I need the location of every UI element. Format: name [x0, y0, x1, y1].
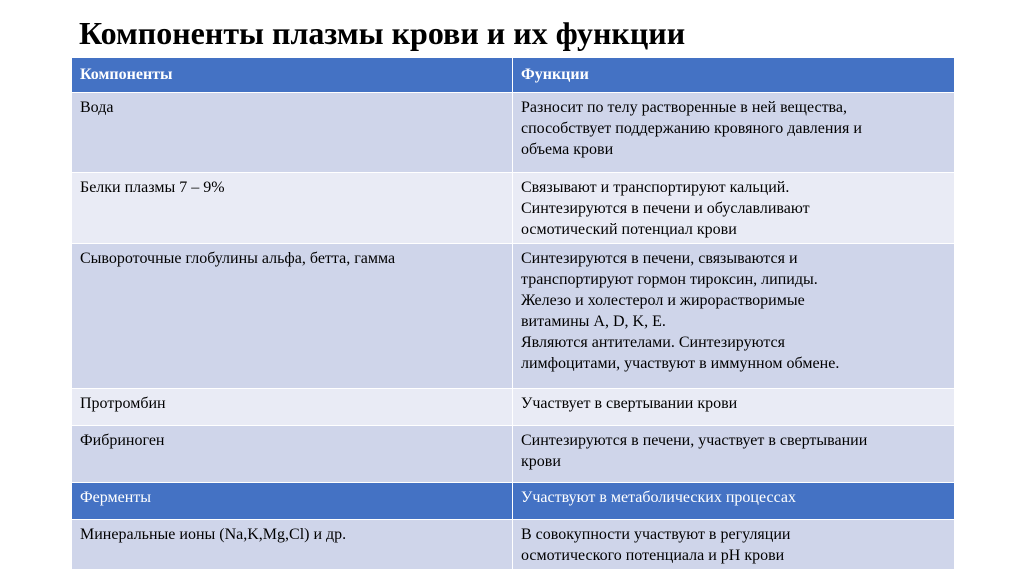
function-line: осмотический потенциал крови — [521, 221, 737, 238]
function-cell — [513, 244, 955, 389]
component-cell: Ферменты — [72, 483, 513, 520]
function-line: Разносит по телу растворенные в ней вещества, — [521, 99, 847, 116]
component-cell: Протромбин — [72, 389, 513, 426]
table-row — [72, 520, 955, 570]
function-line: объема крови — [521, 141, 614, 158]
component-cell: Вода — [72, 93, 513, 173]
function-cell — [513, 483, 955, 520]
function-line: Являются антителами. Синтезируются — [521, 334, 785, 351]
function-line: Участвуют в метаболических процессах — [521, 489, 796, 506]
component-cell: Белки плазмы 7 – 9% — [72, 173, 513, 244]
function-line: Связывают и транспортируют кальций. — [521, 179, 790, 196]
function-line: способствует поддержанию кровяного давления и — [521, 120, 862, 137]
function-line: Синтезируются в печени, связываются и — [521, 250, 798, 267]
function-cell — [513, 520, 955, 570]
function-line: витамины A, D, K, E. — [521, 313, 666, 330]
function-cell — [513, 426, 955, 483]
function-line: осмотического потенциала и pH крови — [521, 547, 785, 564]
function-line: Участвует в свертывании крови — [521, 395, 738, 412]
header-functions: Функции — [513, 58, 955, 93]
table-row — [72, 244, 955, 389]
table-row — [72, 389, 955, 426]
function-line: Синтезируются в печени и обуславливают — [521, 200, 810, 217]
table-row — [72, 483, 955, 520]
function-line: лимфоцитами, участвуют в иммунном обмене. — [521, 355, 840, 372]
function-line: Железо и холестерол и жирорастворимые — [521, 292, 805, 309]
function-line: В совокупности участвуют в регуляции — [521, 526, 791, 543]
function-line: транспортируют гормон тироксин, липиды. — [521, 271, 818, 288]
plasma-components-table — [71, 57, 955, 570]
component-cell: Сывороточные глобулины альфа, бетта, гамма — [72, 244, 513, 389]
component-cell: Фибриноген — [72, 426, 513, 483]
function-cell — [513, 173, 955, 244]
function-cell — [513, 389, 955, 426]
component-cell: Минеральные ионы (Na,K,Mg,Cl) и др. — [72, 520, 513, 570]
function-line: Синтезируются в печени, участвует в свертывании — [521, 432, 868, 449]
header-components: Компоненты — [72, 58, 513, 93]
table-header-row — [72, 58, 955, 93]
function-cell — [513, 93, 955, 173]
slide-title: Компоненты плазмы крови и их функции — [79, 15, 686, 51]
table-row — [72, 426, 955, 483]
function-line: крови — [521, 453, 561, 470]
table-row — [72, 173, 955, 244]
table-row — [72, 93, 955, 173]
